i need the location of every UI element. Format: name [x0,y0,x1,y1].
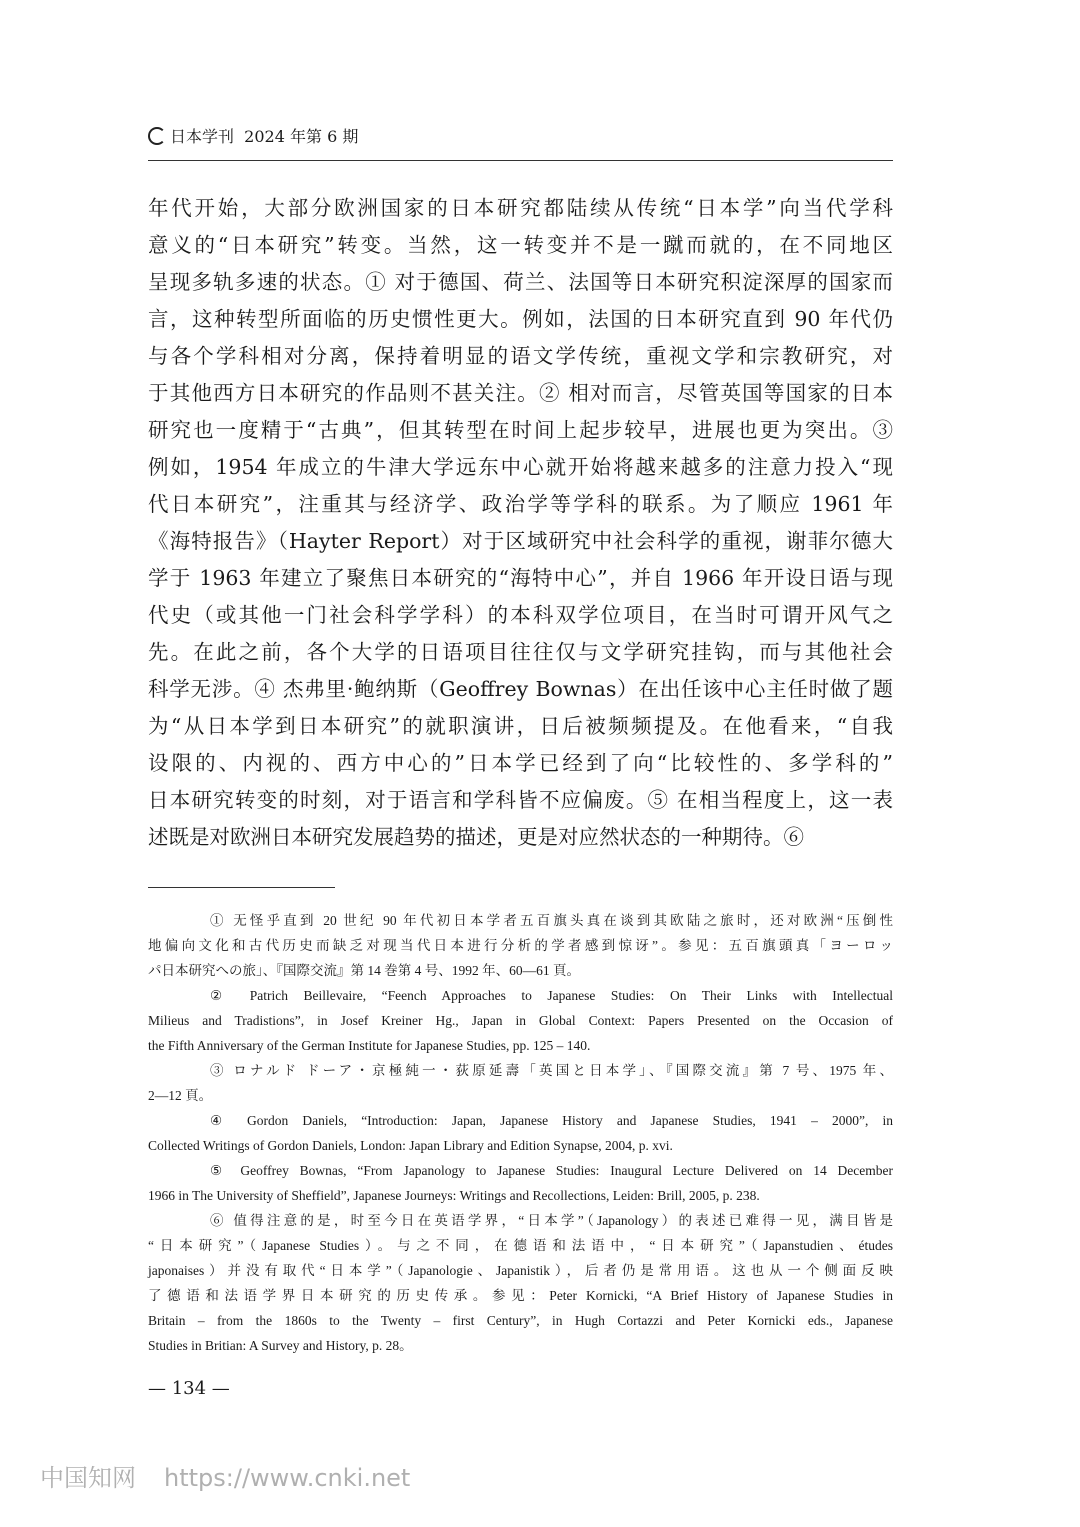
body-line: 代史（或其他一门社会科学学科）的本科双学位项目，在当时可谓开风气之 [148,603,893,627]
footnote-line: 了德语和法语学界日本研究的历史传承。参见：Peter Kornicki, “A Brief History of Japanese Studies in [148,1288,893,1303]
footnote-line: 1966 in The University of Sheffield”, Japanese Journeys: Writings and Recollections, Leiden: Brill, 2005, p. 238. [148,1188,760,1203]
body-line: 设限的、内视的、西方中心的”日本学已经到了向“比较性的、多学科的” [148,751,893,775]
body-line: 与各个学科相对分离，保持着明显的语文学传统，重视文学和宗教研究，对 [148,344,893,368]
header-rule [148,160,893,161]
journal-logo-icon [148,127,166,145]
footnote [148,983,893,1058]
body-line: 于其他西方日本研究的作品则不甚关注。② 相对而言，尽管英国等国家的日本 [148,381,893,405]
footnotes [148,908,893,1358]
footnote-line: Collected Writings of Gordon Daniels, London: Japan Library and Edition Synapse, 2004, p. xvi. [148,1138,673,1153]
footnote-line: Britain – from the 1860s to the Twenty – first Century”, in Hugh Cortazzi and Peter Kornicki eds., Japanese [148,1313,893,1328]
page-number: — 134 — [148,1378,230,1399]
footnote-line: Studies in Britian: A Survey and History, p. 28。 [148,1338,413,1353]
body-line: 《海特报告》（Hayter Report）对于区域研究中社会科学的重视，谢菲尔德大 [148,529,893,553]
footnote-line: ③ ロナルド ドーア・京極純一・荻原延壽「英国と日本学」、『国際交流』第 7 号、1975 年、 [210,1063,893,1078]
journal-title: 日本学刊 2024 年第 6 期 [170,127,359,146]
body-line: 先。在此之前，各个大学的日语项目往往仅与文学研究挂钩，而与其他社会 [148,640,893,664]
footnote-line: 地偏向文化和古代历史而缺乏对现当代日本进行分析的学者感到惊讶”。参见：五百旗頭真「ヨーロッ [148,938,893,953]
footnote-line: ① 无怪乎直到 20 世纪 90 年代初日本学者五百旗头真在谈到其欧陆之旅时，还对欧洲“压倒性 [210,913,893,928]
body-line: 为“从日本学到日本研究”的就职演讲，日后被频频提及。在他看来，“自我 [148,714,893,738]
body-line: 学于 1963 年建立了聚焦日本研究的“海特中心”，并自 1966 年开设日语与现 [148,566,893,590]
footnote-line: ⑤ Geoffrey Bownas, “From Japanology to Japanese Studies: Inaugural Lecture Delivered on 14 December [210,1163,893,1178]
body-line: 日本研究转变的时刻，对于语言和学科皆不应偏废。⑤ 在相当程度上，这一表 [148,788,893,812]
body-line: 研究也一度精于“古典”，但其转型在时间上起步较早，进展也更为突出。③ [148,418,893,442]
footnote-line: “日本研究”（Japanese Studies）。与之不同，在德语和法语中，“日本研究”（Japanstudien、études [148,1238,893,1253]
footnote [148,1158,893,1208]
body-text [148,190,893,856]
footnote-line: 2—12 頁。 [148,1088,213,1103]
footnote [148,908,893,983]
body-line: 科学无涉。④ 杰弗里·鲍纳斯（Geoffrey Bownas）在出任该中心主任时做了题 [148,677,893,701]
body-line: 意义的“日本研究”转变。当然，这一转变并不是一蹴而就的，在不同地区 [148,233,893,257]
footnote [148,1208,893,1358]
running-header [148,124,358,147]
footnote-line: the Fifth Anniversary of the German Institute for Japanese Studies, pp. 125 – 140. [148,1038,591,1053]
watermark-url: https://www.cnki.net [164,1464,411,1492]
body-line: 例如，1954 年成立的牛津大学远东中心就开始将越来越多的注意力投入“现 [148,455,893,479]
watermark [40,1458,438,1493]
body-line: 言，这种转型所面临的历史惯性更大。例如，法国的日本研究直到 90 年代仍 [148,307,893,331]
body-line: 呈现多轨多速的状态。① 对于德国、荷兰、法国等日本研究积淀深厚的国家而 [148,270,893,294]
footnote-line: ⑥ 值得注意的是，时至今日在英语学界，“日本学”（Japanology）的表述已难得一见，满目皆是 [210,1213,893,1228]
body-line: 代日本研究”，注重其与经济学、政治学等学科的联系。为了顺应 1961 年 [148,492,893,516]
footnote [148,1058,893,1108]
body-line: 年代开始，大部分欧洲国家的日本研究都陆续从传统“日本学”向当代学科 [148,196,893,220]
footnote-line: パ日本研究への旅」、『国際交流』第 14 巻第 4 号、1992 年、60—61 頁。 [148,963,580,978]
footnote-line: Milieus and Tradistions”, in Josef Kreiner Hg., Japan in Global Context: Papers Presented on the Occasion of [148,1013,893,1028]
footnote-rule [148,887,335,888]
footnote-line: japonaises）并没有取代“日本学”（Japanologie、Japanistik），后者仍是常用语。这也从一个侧面反映 [148,1263,893,1278]
body-line: 述既是对欧洲日本研究发展趋势的描述，更是对应然状态的一种期待。⑥ [148,825,804,849]
watermark-brand: 中国知网 [40,1464,136,1492]
footnote-line: ② Patrich Beillevaire, “Feench Approaches to Japanese Studies: On Their Links with Intellectual [210,988,893,1003]
footnote-line: ④ Gordon Daniels, “Introduction: Japan, Japanese History and Japanese Studies, 1941 – 2000”, in [210,1113,893,1128]
footnote [148,1108,893,1158]
